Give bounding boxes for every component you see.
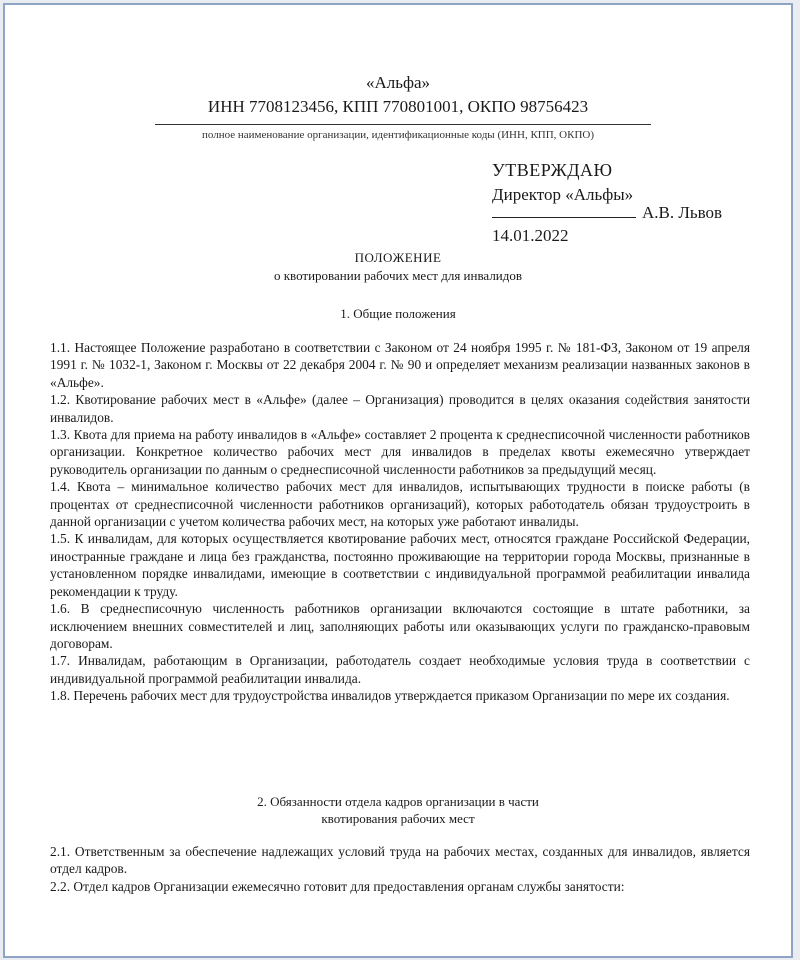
paragraph-1-1: 1.1. Настоящее Положение разработано в соответствии с Законом от 24 ноября 1995 г. № 181-ФЗ, Законом от 19 апреля 1991 г. № 1032-1, Законом г. Москвы от 22 декабря 2004 г. № 90 и определяет механизм реализации названных законов в «Альфе». bbox=[50, 340, 750, 390]
paragraph-1-3: 1.3. Квота для приема на работу инвалидов в «Альфе» составляет 2 процента к среднесписочной численности работников организации. Конкретное количество рабочих мест для инвалидов в пределах квоты ежемесячно утверждает руководитель организации по данным о среднесписочной численности работников за предыдущий месяц. bbox=[50, 427, 750, 477]
document-title: ПОЛОЖЕНИЕ bbox=[354, 250, 442, 265]
approval-signature-line bbox=[492, 203, 722, 223]
paragraph-1-2: 1.2. Квотирование рабочих мест в «Альфе» (далее – Организация) проводится в целях оказания содействия занятости инвалидов. bbox=[50, 392, 750, 425]
document-subtitle: о квотировании рабочих мест для инвалидов bbox=[273, 268, 523, 283]
section-2-heading bbox=[5, 793, 791, 827]
paragraph-1-8: 1.8. Перечень рабочих мест для трудоустройства инвалидов утверждается приказом Организации по мере их создания. bbox=[50, 688, 730, 704]
paragraph-2-1: 2.1. Ответственным за обеспечение надлежащих условий труда на рабочих местах, созданных для инвалидов, является отдел кадров. bbox=[50, 844, 750, 877]
organization-caption: полное наименование организации, идентификационные коды (ИНН, КПП, ОКПО) bbox=[201, 129, 594, 141]
signature-blank bbox=[492, 203, 636, 218]
paragraph-1-5: 1.5. К инвалидам, для которых осуществляется квотирование рабочих мест, относятся граждане Российской Федерации, иностранные граждане и лица без гражданства, постоянно проживающие на территории города Москвы, признанные в установленном порядке инвалидами, имеющие в соответствии с индивидуальной программой реабилитации инвалида рекомендации к труду. bbox=[50, 531, 750, 599]
paragraph-1-7: 1.7. Инвалидам, работающим в Организации, работодатель создает необходимые условия труда в соответствии с индивидуальной программой реабилитации инвалида. bbox=[50, 653, 750, 686]
section-2-heading-line-1: 2. Обязанности отдела кадров организации в части bbox=[257, 794, 539, 809]
section-2-heading-line-2: квотирования рабочих мест bbox=[321, 811, 475, 826]
document-page bbox=[3, 3, 793, 958]
organization-codes: ИНН 7708123456, КПП 770801001, ОКПО 98756423 bbox=[207, 97, 589, 116]
paragraph-1-6: 1.6. В среднесписочную численность работников организации включаются состоящие в штате работники, за исключением внешних совместителей и лиц, заполняющих работы или оказывающих услуги по гражданско-правовым договорам. bbox=[50, 601, 750, 651]
paragraph-1-4: 1.4. Квота – минимальное количество рабочих мест для инвалидов, испытывающих трудности в поиске работы (в процентах от среднесписочной численности работников организаций), которых работодатель обязан трудоустроить в данной организации с учетом количества рабочих мест, на которых уже работают инвалиды. bbox=[50, 479, 750, 530]
paragraph-2-2: 2.2. Отдел кадров Организации ежемесячно готовит для предоставления органам службы занятости: bbox=[50, 878, 625, 894]
approval-signatory: А.В. Львов bbox=[642, 203, 723, 222]
organization-underline bbox=[155, 124, 651, 125]
section-1-body bbox=[50, 339, 750, 705]
section-1-heading: 1. Общие положения bbox=[340, 306, 456, 321]
section-2-body bbox=[50, 843, 750, 895]
organization-name: «Альфа» bbox=[365, 73, 431, 92]
approval-title: УТВЕРЖДАЮ bbox=[492, 160, 613, 180]
approval-date: 14.01.2022 bbox=[492, 226, 569, 245]
approval-role: Директор «Альфы» bbox=[492, 185, 634, 204]
